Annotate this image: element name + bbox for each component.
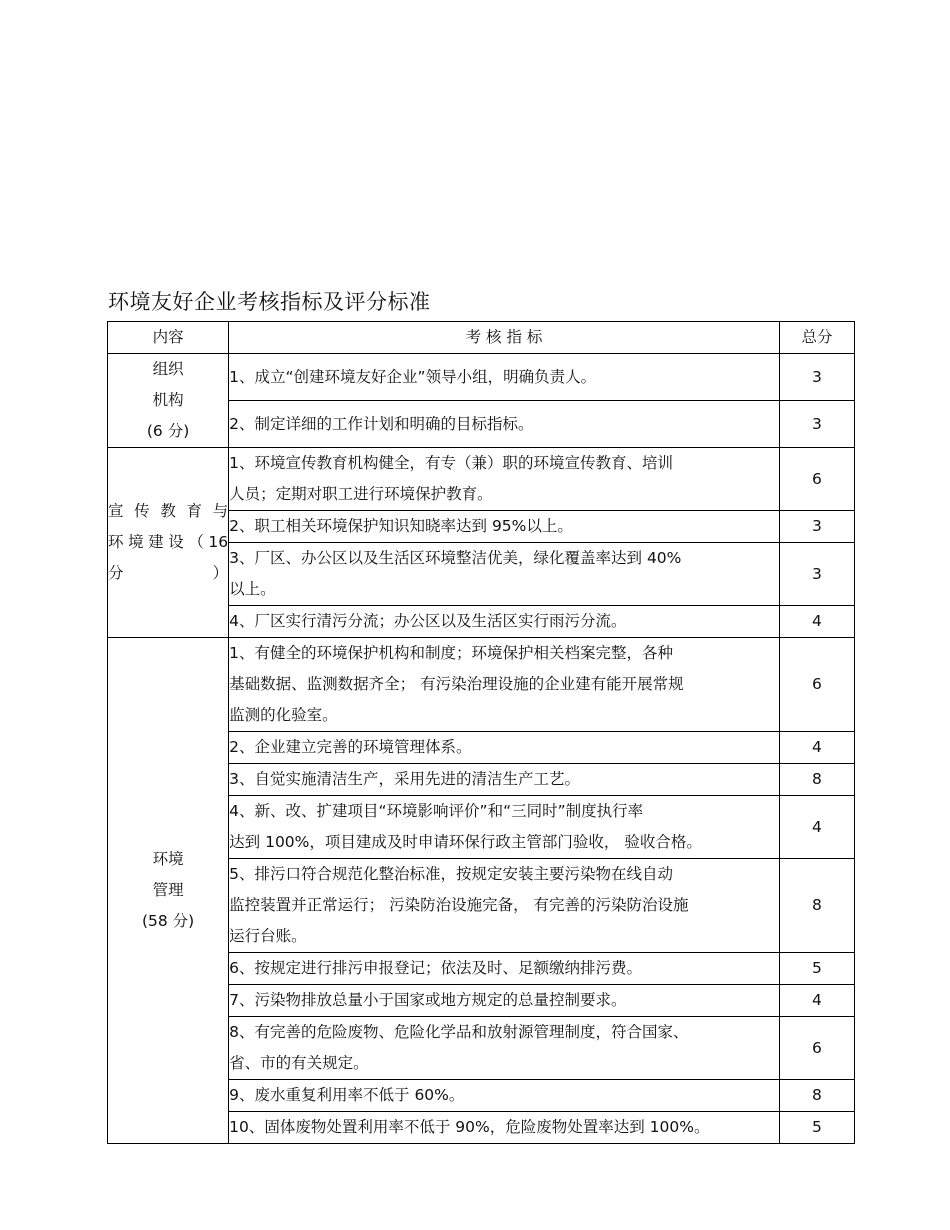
header-content: 内容	[108, 322, 229, 354]
document-title: 环境友好企业考核指标及评分标准	[108, 290, 431, 314]
criterion-text: 3、自觉实施清洁生产，采用先进的清洁生产工艺。	[229, 770, 581, 788]
criterion-text: 3、厂区、办公区以及生活区环境整洁优美，绿化覆盖率达到 40%	[229, 549, 682, 567]
criterion-cell	[229, 732, 780, 764]
score-value: 6	[779, 1017, 854, 1080]
category-label: 宣 传 教 育 与	[108, 502, 229, 520]
score-value: 6	[779, 638, 854, 732]
criterion-text: 2、制定详细的工作计划和明确的目标指标。	[229, 414, 534, 433]
criterion-text: 5、排污口符合规范化整治标准，按规定安装主要污染物在线自动	[229, 865, 674, 883]
criterion-text: 运行台账。	[229, 927, 307, 945]
score-value: 8	[779, 859, 854, 953]
category-label: 分）	[108, 564, 229, 582]
criterion-cell	[229, 1080, 780, 1112]
table-body	[108, 354, 855, 1144]
score-value: 4	[779, 985, 854, 1017]
table-row	[108, 638, 855, 732]
table-header-row	[108, 322, 855, 354]
criterion-text: 达到 100%，项目建成及时申请环保行政主管部门验收， 验收合格。	[229, 833, 702, 851]
criterion-cell	[229, 1112, 780, 1144]
criterion-cell	[229, 448, 780, 511]
criterion-text: 人员；定期对职工进行环境保护教育。	[229, 485, 493, 503]
category-cell	[108, 354, 229, 448]
criterion-text: 9、废水重复利用率不低于 60%。	[229, 1086, 465, 1104]
assessment-table	[107, 321, 855, 1144]
criterion-text: 7、污染物排放总量小于国家或地方规定的总量控制要求。	[229, 991, 627, 1009]
score-value: 6	[779, 448, 854, 511]
criterion-cell	[229, 1017, 780, 1080]
score-value: 4	[779, 606, 854, 638]
category-label: (6 分)	[146, 422, 190, 440]
header-score: 总分	[779, 322, 854, 354]
category-label: 环境建设（16	[108, 533, 229, 551]
criterion-cell	[229, 401, 780, 448]
score-value: 4	[779, 732, 854, 764]
criterion-text: 1、环境宣传教育机构健全，有专（兼）职的环境宣传教育、培训	[229, 454, 674, 472]
score-value: 3	[779, 401, 854, 448]
criterion-text: 4、厂区实行清污分流；办公区以及生活区实行雨污分流。	[229, 612, 627, 630]
criterion-text: 以上。	[229, 580, 276, 598]
criterion-cell	[229, 764, 780, 796]
criterion-cell	[229, 796, 780, 859]
criterion-text: 2、职工相关环境保护知识知晓率达到 95%以上。	[229, 517, 573, 535]
category-cell	[108, 638, 229, 1144]
criterion-text: 6、按规定进行排污申报登记；依法及时、足额缴纳排污费。	[229, 959, 643, 977]
criterion-text: 1、成立“创建环境友好企业”领导小组，明确负责人。	[229, 367, 597, 386]
criterion-cell	[229, 354, 780, 401]
criterion-cell	[229, 859, 780, 953]
score-value: 3	[779, 511, 854, 543]
criterion-text: 4、新、改、扩建项目“环境影响评价”和“三同时”制度执行率	[229, 802, 644, 820]
criterion-cell	[229, 953, 780, 985]
score-value: 3	[779, 543, 854, 606]
criterion-cell	[229, 543, 780, 606]
header-criteria: 考 核 指 标	[229, 322, 780, 354]
score-value: 8	[779, 764, 854, 796]
category-cell	[108, 448, 229, 638]
category-label: (58 分)	[141, 912, 195, 930]
category-label: 机构	[152, 391, 184, 409]
criterion-text: 2、企业建立完善的环境管理体系。	[229, 738, 472, 756]
category-label: 环境	[152, 850, 184, 868]
criterion-text: 监测的化验室。	[229, 706, 338, 724]
criterion-text: 基础数据、监测数据齐全； 有污染治理设施的企业建有能开展常规	[229, 675, 684, 693]
score-value: 5	[779, 953, 854, 985]
score-value: 8	[779, 1080, 854, 1112]
score-value: 4	[779, 796, 854, 859]
criterion-text: 10、固体废物处置利用率不低于 90%，危险废物处置率达到 100%。	[229, 1118, 710, 1136]
score-value: 3	[779, 354, 854, 401]
criterion-cell	[229, 638, 780, 732]
category-label: 管理	[152, 881, 184, 899]
criterion-text: 1、有健全的环境保护机构和制度；环境保护相关档案完整，各种	[229, 644, 674, 662]
score-value: 5	[779, 1112, 854, 1144]
table-row	[108, 448, 855, 511]
table-row	[108, 354, 855, 401]
criterion-cell	[229, 985, 780, 1017]
criterion-cell	[229, 511, 780, 543]
criterion-cell	[229, 606, 780, 638]
criterion-text: 监控装置并正常运行； 污染防治设施完备， 有完善的污染防治设施	[229, 896, 689, 914]
criterion-text: 省、市的有关规定。	[229, 1054, 369, 1072]
criterion-text: 8、有完善的危险废物、危险化学品和放射源管理制度，符合国家、	[229, 1023, 689, 1041]
category-label: 组织	[152, 360, 184, 378]
